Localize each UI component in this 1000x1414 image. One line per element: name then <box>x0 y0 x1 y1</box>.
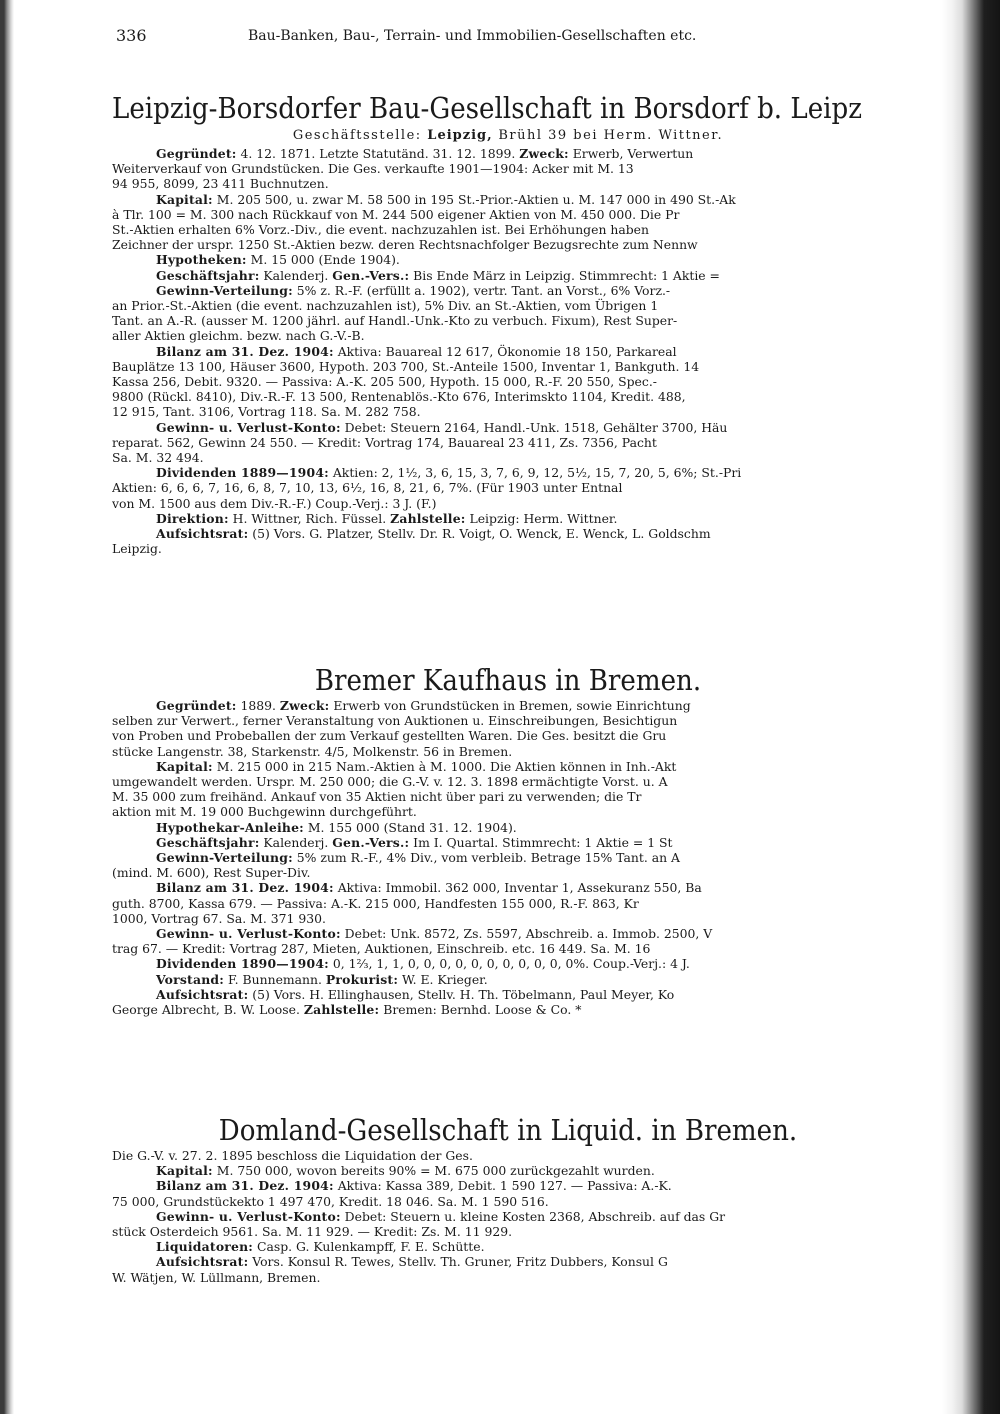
field-text: 94 955, 8099, 23 411 Buchnutzen. <box>112 176 329 192</box>
field-text: W. Wätjen, W. Lüllmann, Bremen. <box>112 1269 321 1285</box>
entry-line <box>112 926 904 941</box>
field-label: Bilanz am 31. Dez. 1904: <box>156 1178 334 1194</box>
field-label: Gewinn-Verteilung: <box>156 850 293 866</box>
field-label: Gewinn-Verteilung: <box>156 282 293 298</box>
entry-line <box>112 404 904 419</box>
company-entry-bremer-kaufhaus <box>112 662 904 1017</box>
field-text: stücke Langenstr. 38, Starkenstr. 4/5, Molkenstr. 56 in Bremen. <box>112 743 513 759</box>
field-label: Bilanz am 31. Dez. 1904: <box>156 880 334 896</box>
entry-line <box>112 146 904 161</box>
field-label: Gen.-Vers.: <box>332 834 410 850</box>
field-label: Gewinn- u. Verlust-Konto: <box>156 1208 341 1224</box>
entry-line <box>112 176 904 191</box>
field-label: Zahlstelle: <box>303 1002 380 1018</box>
office-city: Leipzig, <box>427 128 493 143</box>
field-text: Aktiva: Bauareal 12 617, Ökonomie 18 150, Parkareal <box>333 343 677 359</box>
entry-body <box>112 698 904 1017</box>
entry-line <box>112 1254 904 1269</box>
field-label: Gewinn- u. Verlust-Konto: <box>156 419 341 435</box>
field-text: Weiterverkauf von Grundstücken. Die Ges. verkaufte 1901—1904: Acker mit M. 13 <box>112 161 634 177</box>
page-right-edge <box>942 0 1000 1414</box>
field-text: Casp. G. Kulenkampff, F. E. Schütte. <box>253 1239 485 1255</box>
field-text: (5) Vors. H. Ellinghausen, Stellv. H. Th. Töbelmann, Paul Meyer, Ko <box>248 986 675 1002</box>
field-label: Bilanz am 31. Dez. 1904: <box>156 343 334 359</box>
entry-body <box>112 1148 904 1285</box>
entry-line <box>112 222 904 237</box>
entry-line <box>112 298 904 313</box>
entry-line <box>112 1178 904 1193</box>
entry-line <box>112 1270 904 1285</box>
entry-line <box>112 698 904 713</box>
field-text: Kalenderj. <box>259 834 333 850</box>
field-label: Kapital: <box>156 758 213 774</box>
field-text: trag 67. — Kredit: Vortrag 287, Mieten, Auktionen, Einschreib. etc. 16 449. Sa. M. 16 <box>112 941 651 957</box>
field-text: Debet: Steuern u. kleine Kosten 2368, Abschreib. auf das Gr <box>340 1208 726 1224</box>
field-text: M. 215 000 in 215 Nam.-Aktien à M. 1000. Die Aktien können in Inh.-Akt <box>212 758 677 774</box>
company-title: Leipzig-Borsdorfer Bau-Gesellschaft in Borsdorf b. Leipz <box>112 91 862 125</box>
field-text: F. Bunnemann. <box>224 971 326 987</box>
entry-body <box>112 146 904 556</box>
page-number: 336 <box>116 26 147 45</box>
office-label: Geschäftsstelle: <box>292 128 422 143</box>
field-text: 0, 1⅔, 1, 1, 0, 0, 0, 0, 0, 0, 0, 0, 0, 0, 0%. Coup.-Verj.: 4 J. <box>328 956 690 972</box>
entry-line <box>112 1163 904 1178</box>
field-label: Aufsichtsrat: <box>156 986 249 1002</box>
entry-line <box>112 435 904 450</box>
entry-line <box>112 1209 904 1224</box>
entry-line <box>112 496 904 511</box>
field-label: Hypotheken: <box>156 252 247 268</box>
field-label: Kapital: <box>156 1163 213 1179</box>
entry-line <box>112 1224 904 1239</box>
entry-line <box>112 820 904 835</box>
field-text: 4. 12. 1871. Letzte Statutänd. 31. 12. 1899. <box>236 146 520 161</box>
field-text: W. E. Krieger. <box>398 971 488 987</box>
field-text: Aktiva: Immobil. 362 000, Inventar 1, Assekuranz 550, Ba <box>333 880 702 896</box>
entry-line <box>112 389 904 404</box>
entry-line <box>112 359 904 374</box>
field-label: Dividenden 1890—1904: <box>156 956 329 972</box>
field-text: stück Osterdeich 9561. Sa. M. 11 929. — Kredit: Zs. M. 11 929. <box>112 1224 513 1240</box>
field-label: Zweck: <box>519 146 569 161</box>
document-page <box>112 22 904 1402</box>
field-text: selben zur Verwert., ferner Veranstaltung von Auktionen u. Einschreibungen, Besichtigun <box>112 713 678 729</box>
running-header <box>112 22 904 50</box>
field-text: St.-Aktien erhalten 6% Vorz.-Div., die event. nachzuzahlen ist. Bei Erhöhungen haben <box>112 222 649 238</box>
company-office-line <box>112 126 904 146</box>
entry-line <box>112 374 904 389</box>
field-text: an Prior.-St.-Aktien (die event. nachzuzahlen ist), 5% Div. an St.-Aktien, vom Übrigen 1 <box>112 298 659 314</box>
field-label: Dividenden 1889—1904: <box>156 465 329 481</box>
field-label: Gegründet: <box>156 698 237 713</box>
field-text: Erwerb, Verwertun <box>568 146 694 161</box>
field-label: Direktion: <box>156 510 229 526</box>
entry-line <box>112 237 904 252</box>
field-text: (mind. M. 600), Rest Super-Div. <box>112 865 311 881</box>
entry-line <box>112 1194 904 1209</box>
office-address: Brühl 39 bei Herm. Wittner. <box>498 128 724 143</box>
field-text: Sa. M. 32 494. <box>112 450 204 466</box>
field-label: Gen.-Vers.: <box>332 267 410 283</box>
field-text: Bis Ende März in Leipzig. Stimmrecht: 1 Aktie = <box>409 267 720 283</box>
field-label: Zahlstelle: <box>390 510 466 526</box>
entry-line <box>112 511 904 526</box>
field-text: (5) Vors. G. Platzer, Stellv. Dr. R. Voigt, O. Wenck, E. Wenck, L. Goldschm <box>248 526 711 542</box>
entry-line <box>112 207 904 222</box>
field-text: von Proben und Probeballen der zum Verkauf gestellten Waren. Die Ges. besitzt die Gru <box>112 728 667 744</box>
field-text: Aktiva: Kassa 389, Debit. 1 590 127. — Passiva: A.-K. <box>333 1178 672 1194</box>
field-text: Leipzig: Herm. Wittner. <box>465 510 618 526</box>
running-title: Bau-Banken, Bau-, Terrain- und Immobilien-Gesellschaften etc. <box>248 28 697 44</box>
entry-line <box>112 941 904 956</box>
entry-line <box>112 1148 904 1163</box>
entry-line <box>112 1239 904 1254</box>
entry-line <box>112 759 904 774</box>
field-text: reparat. 562, Gewinn 24 550. — Kredit: Vortrag 174, Bauareal 23 411, Zs. 7356, Pacht <box>112 434 657 450</box>
field-text: M. 35 000 zum freihänd. Ankauf von 35 Aktien nicht über pari zu verwenden; die Tr <box>112 789 642 805</box>
company-entry-domland <box>112 1112 904 1285</box>
entry-line <box>112 835 904 850</box>
field-text: Kassa 256, Debit. 9320. — Passiva: A.-K. 205 500, Hypoth. 15 000, R.-F. 20 550, Spec.- <box>112 374 657 390</box>
entry-line <box>112 789 904 804</box>
field-text: 75 000, Grundstückekto 1 497 470, Kredit. 18 046. Sa. M. 1 590 516. <box>112 1193 549 1209</box>
field-label: Hypothekar-Anleihe: <box>156 819 304 835</box>
field-label: Vorstand: <box>156 971 225 987</box>
entry-line <box>112 541 904 556</box>
field-text: Erwerb von Grundstücken in Bremen, sowie Einrichtung <box>329 698 691 713</box>
field-text: Bremen: Bernhd. Loose & Co. * <box>379 1002 582 1018</box>
entry-line <box>112 526 904 541</box>
entry-line <box>112 480 904 495</box>
entry-line <box>112 713 904 728</box>
field-label: Aufsichtsrat: <box>156 1254 249 1270</box>
field-text: George Albrecht, B. W. Loose. <box>112 1002 304 1018</box>
field-text: 1889. <box>236 698 280 713</box>
entry-line <box>112 344 904 359</box>
field-text: von M. 1500 aus dem Div.-R.-F.) Coup.-Verj.: 3 J. (F.) <box>112 495 437 511</box>
field-text: Im I. Quartal. Stimmrecht: 1 Aktie = 1 St <box>409 834 673 850</box>
entry-line <box>112 283 904 298</box>
field-label: Prokurist: <box>325 971 399 987</box>
entry-line <box>112 911 904 926</box>
field-text: 12 915, Tant. 3106, Vortrag 118. Sa. M. 282 758. <box>112 404 421 420</box>
entry-line <box>112 880 904 895</box>
company-entry-leipzig-borsdorfer <box>112 90 904 556</box>
field-text: à Tlr. 100 = M. 300 nach Rückkauf von M. 244 500 eigener Aktien von M. 450 000. Die Pr <box>112 206 680 222</box>
field-text: Leipzig. <box>112 541 162 557</box>
field-text: Aktien: 2, 1½, 3, 6, 15, 3, 7, 6, 9, 12, 5½, 15, 7, 20, 5, 6%; St.-Pri <box>328 465 742 481</box>
entry-line <box>112 192 904 207</box>
field-label: Gewinn- u. Verlust-Konto: <box>156 926 341 942</box>
entry-line <box>112 804 904 819</box>
field-label: Gegründet: <box>156 146 237 161</box>
field-text: Debet: Steuern 2164, Handl.-Unk. 1518, Gehälter 3700, Häu <box>340 419 728 435</box>
entry-line <box>112 728 904 743</box>
entry-line <box>112 956 904 971</box>
field-text: guth. 8700, Kassa 679. — Passiva: A.-K. 215 000, Handfesten 155 000, R.-F. 863, Kr <box>112 895 639 911</box>
field-text: umgewandelt werden. Urspr. M. 250 000; die G.-V. v. 12. 3. 1898 ermächtigte Vorst. u. A <box>112 774 668 790</box>
field-label: Geschäftsjahr: <box>156 267 260 283</box>
entry-line <box>112 774 904 789</box>
field-text: Aktien: 6, 6, 6, 7, 16, 6, 8, 7, 10, 13, 6½, 16, 8, 21, 6, 7%. (Für 1903 unter Entnal <box>112 480 623 496</box>
field-text: M. 750 000, wovon bereits 90% = M. 675 000 zurückgezahlt wurden. <box>212 1163 655 1179</box>
entry-line <box>112 420 904 435</box>
field-text: aktion mit M. 19 000 Buchgewinn durchgeführt. <box>112 804 417 820</box>
field-text: 5% z. R.-F. (erfüllt a. 1902), vertr. Tant. an Vorst., 6% Vorz.- <box>292 282 671 298</box>
field-text: Kalenderj. <box>259 267 333 283</box>
field-text: Bauplätze 13 100, Häuser 3600, Hypoth. 203 700, St.-Anteile 1500, Inventar 1, Bankguth. 14 <box>112 358 700 374</box>
entry-line <box>112 744 904 759</box>
field-text: 5% zum R.-F., 4% Div., vom verbleib. Betrage 15% Tant. an A <box>292 850 680 866</box>
entry-line <box>112 987 904 1002</box>
entry-line <box>112 268 904 283</box>
field-text: Zeichner der urspr. 1250 St.-Aktien bezw. deren Rechtsnachfolger Bezugsrechte zum Nennw <box>112 237 698 253</box>
field-label: Geschäftsjahr: <box>156 834 260 850</box>
field-label: Liquidatoren: <box>156 1239 254 1255</box>
entry-line <box>112 328 904 343</box>
entry-line <box>112 465 904 480</box>
entry-line <box>112 450 904 465</box>
page-left-edge <box>0 0 14 1414</box>
field-text: M. 15 000 (Ende 1904). <box>246 252 400 268</box>
entry-line <box>112 865 904 880</box>
field-text: H. Wittner, Rich. Füssel. <box>228 510 391 526</box>
entry-line <box>112 896 904 911</box>
company-title: Domland-Gesellschaft in Liquid. in Bremen. <box>218 1113 798 1147</box>
field-text: 9800 (Rückl. 8410), Div.-R.-F. 13 500, Rentenablös.-Kto 676, Interimskto 1104, Kredit. 488, <box>112 389 686 405</box>
entry-line <box>112 161 904 176</box>
field-text: Debet: Unk. 8572, Zs. 5597, Abschreib. a. Immob. 2500, V <box>340 926 713 942</box>
entry-line <box>112 972 904 987</box>
field-text: Vors. Konsul R. Tewes, Stellv. Th. Gruner, Fritz Dubbers, Konsul G <box>248 1254 668 1270</box>
entry-line <box>112 850 904 865</box>
entry-line <box>112 1002 904 1017</box>
entry-line <box>112 252 904 267</box>
field-text: M. 205 500, u. zwar M. 58 500 in 195 St.-Prior.-Aktien u. M. 147 000 in 490 St.-Ak <box>212 191 736 207</box>
field-text: aller Aktien gleichm. bezw. nach G.-V.-B. <box>112 328 365 344</box>
field-text: Die G.-V. v. 27. 2. 1895 beschloss die Liquidation der Ges. <box>112 1148 473 1163</box>
field-label: Kapital: <box>156 191 213 207</box>
field-text: 1000, Vortrag 67. Sa. M. 371 930. <box>112 910 326 926</box>
field-label: Aufsichtsrat: <box>156 526 249 542</box>
field-text: M. 155 000 (Stand 31. 12. 1904). <box>303 819 517 835</box>
company-title: Bremer Kaufhaus in Bremen. <box>314 663 702 697</box>
field-text: Tant. an A.-R. (ausser M. 1200 jährl. auf Handl.-Unk.-Kto zu verbuch. Fixum), Rest Super- <box>112 313 678 329</box>
field-label: Zweck: <box>279 698 330 713</box>
entry-line <box>112 313 904 328</box>
